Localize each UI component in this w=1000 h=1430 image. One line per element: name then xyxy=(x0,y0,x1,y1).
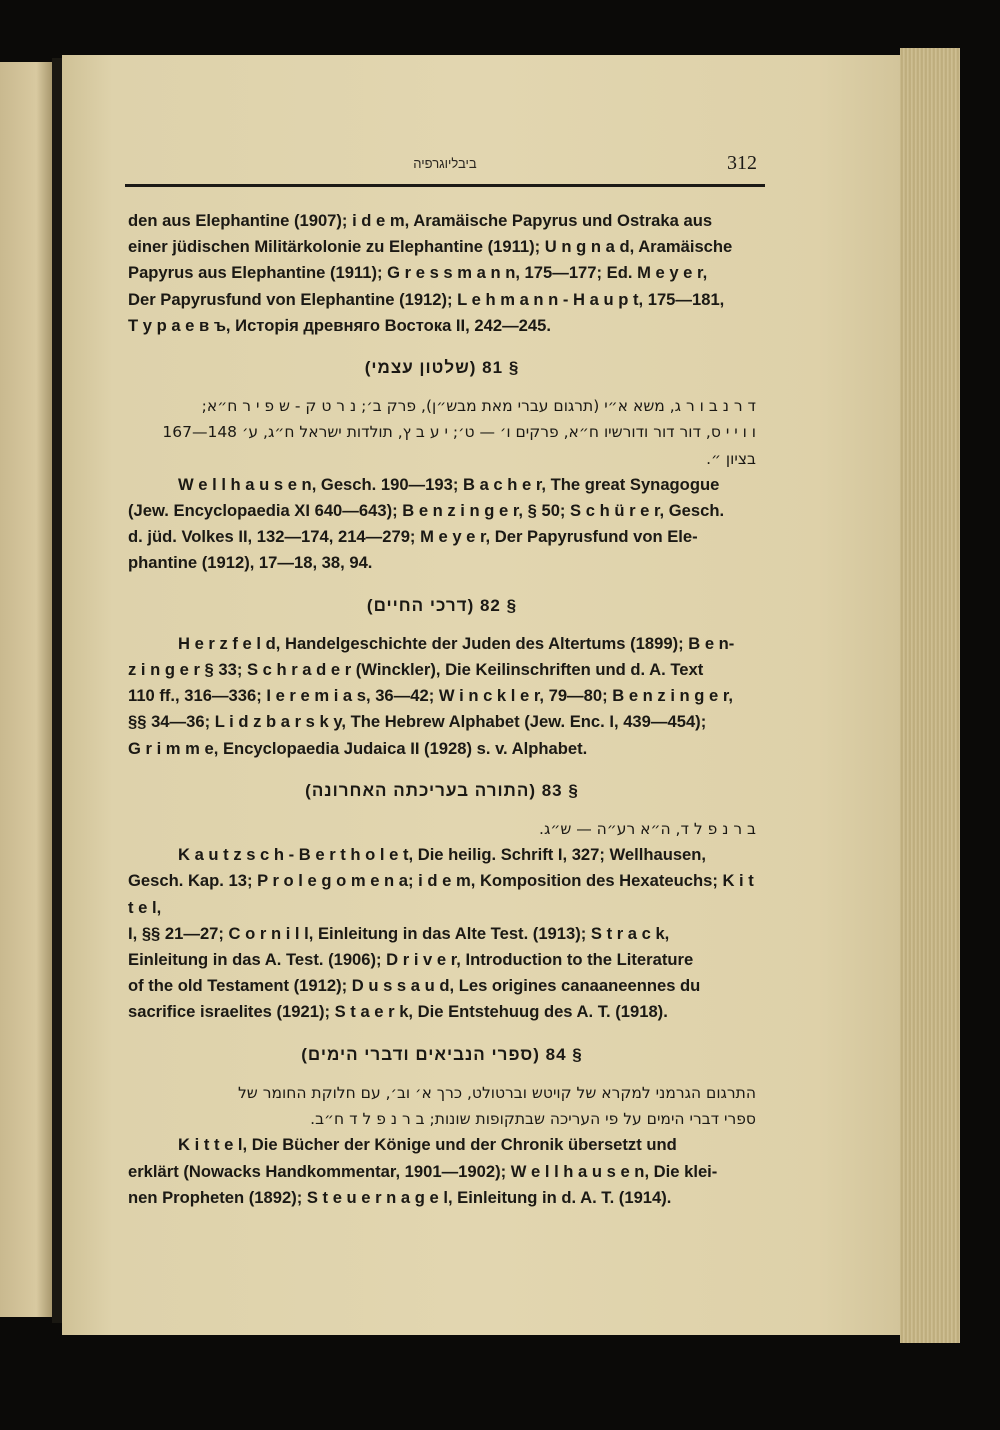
text-line: d. jüd. Volkes II, 132—174, 214—279; M e y e r, Der Papyrusfund von Ele- xyxy=(128,527,698,547)
section-84-heading: § 84 (ספרי הנביאים ודברי הימים) xyxy=(301,1044,583,1064)
section-83-hebrew xyxy=(128,816,756,842)
hebrew-line: ב ר נ פ ל ד, ה״א רע״ה — ש״ג. xyxy=(539,820,756,839)
text-line: W e l l h a u s e n, Gesch. 190—193; B a c h e r, The great Synagogue xyxy=(178,474,720,494)
text-line: (Jew. Encyclopaedia XI 640—643); B e n z i n g e r, § 50; S c h ü r e r, Gesch. xyxy=(128,501,725,521)
book-gutter xyxy=(52,58,62,1323)
text-line: Gesch. Kap. 13; P r o l e g o m e n a; i d e m, Komposition des Hexateuchs; K i t t e l, xyxy=(128,871,754,917)
section-82-latin xyxy=(128,631,756,762)
text-line: Т у р а е в ъ, Исторія древняго Востока II, 242—245. xyxy=(128,315,551,335)
page-number: 312 xyxy=(727,152,757,174)
section-84-latin xyxy=(128,1132,756,1211)
text-line: phantine (1912), 17—18, 38, 94. xyxy=(128,553,373,573)
text-line: nen Propheten (1892); S t e u e r n a g e l, Einleitung in d. A. T. (1914). xyxy=(128,1187,672,1207)
text-line: G r i m m e, Encyclopaedia Judaica II (1928) s. v. Alphabet. xyxy=(128,738,588,758)
section-81-latin xyxy=(128,472,756,577)
running-title: ביבליוגרפיה xyxy=(413,156,477,171)
text-line: den aus Elephantine (1907); i d e m, Aramäische Papyrus und Ostraka aus xyxy=(128,211,713,230)
hebrew-line: בציון ״. xyxy=(706,449,756,468)
text-line: 110 ff., 316—336; I e r e m i a s, 36—42; W i n c k l e r, 79—80; B e n z i n g e r, xyxy=(128,686,734,706)
page-content xyxy=(128,208,756,1211)
text-line: §§ 34—36; L i d z b a r s k y, The Hebrew Alphabet (Jew. Enc. I, 439—454); xyxy=(128,712,707,732)
section-83-latin xyxy=(128,842,756,1025)
text-line: I, §§ 21—27; C o r n i l l, Einleitung in das Alte Test. (1913); S t r a c k, xyxy=(128,923,670,943)
text-line: H e r z f e l d, Handelgeschichte der Juden des Altertums (1899); B e n- xyxy=(178,633,735,653)
page-header xyxy=(125,150,765,187)
text-line: of the old Testament (1912); D u s s a u d, Les origines canaaneennes du xyxy=(128,976,701,996)
text-line: Papyrus aus Elephantine (1911); G r e s s m a n n, 175—177; Ed. M e y e r, xyxy=(128,263,708,283)
hebrew-line: התרגום הגרמני למקרא של קויטש וברטולט, כרך א׳ וב׳, עם חלוקת החומר של xyxy=(238,1083,756,1102)
section-81-hebrew xyxy=(128,393,756,472)
page-stack-edges xyxy=(900,48,960,1343)
text-line: Der Papyrusfund von Elephantine (1912); L e h m a n n - H a u p t, 175—181, xyxy=(128,289,725,309)
hebrew-line: ספרי דברי הימים על פי העריכה שבתקופות שונות; ב ר נ פ ל ד ח״ב. xyxy=(310,1110,756,1129)
text-line: Einleitung in das A. Test. (1906); D r i v e r, Introduction to the Literature xyxy=(128,950,694,970)
section-84-hebrew xyxy=(128,1080,756,1132)
text-line: K i t t e l, Die Bücher der Könige und der Chronik übersetzt und xyxy=(178,1135,677,1155)
text-line: sacrifice israelites (1921); S t a e r k, Die Entstehuug des A. T. (1918). xyxy=(128,1002,668,1022)
left-page-edge xyxy=(0,62,52,1317)
hebrew-line: ו ו י י ס, דור דור ודורשיו ח״א, פרקים ו׳ — ט׳; י ע ב ץ, תולדות ישראל ח״ג, ע׳ 148—167 xyxy=(162,423,756,442)
section-81-heading: § 81 (שלטון עצמי) xyxy=(364,358,520,378)
section-82-heading: § 82 (דרכי החיים) xyxy=(366,595,518,615)
intro-paragraph xyxy=(128,208,756,339)
text-line: erklärt (Nowacks Handkommentar, 1901—1902); W e l l h a u s e n, Die klei- xyxy=(128,1161,718,1181)
text-line: z i n g e r § 33; S c h r a d e r (Winckler), Die Keilinschriften und d. A. Text xyxy=(128,660,704,680)
text-line: K a u t z s c h - B e r t h o l e t, Die heilig. Schrift I, 327; Wellhausen, xyxy=(178,845,707,865)
hebrew-line: ד ר נ ב ו ר ג, משא א״י (תרגום עברי מאת מבש״ן), פרק ב׳; נ ר ט ק - ש פ י ר ח״א; xyxy=(201,397,756,416)
section-83-heading: § 83 (התורה בעריכתה האחרונה) xyxy=(305,780,579,800)
text-line: einer jüdischen Militärkolonie zu Elephantine (1911); U n g n a d, Aramäische xyxy=(128,237,733,257)
